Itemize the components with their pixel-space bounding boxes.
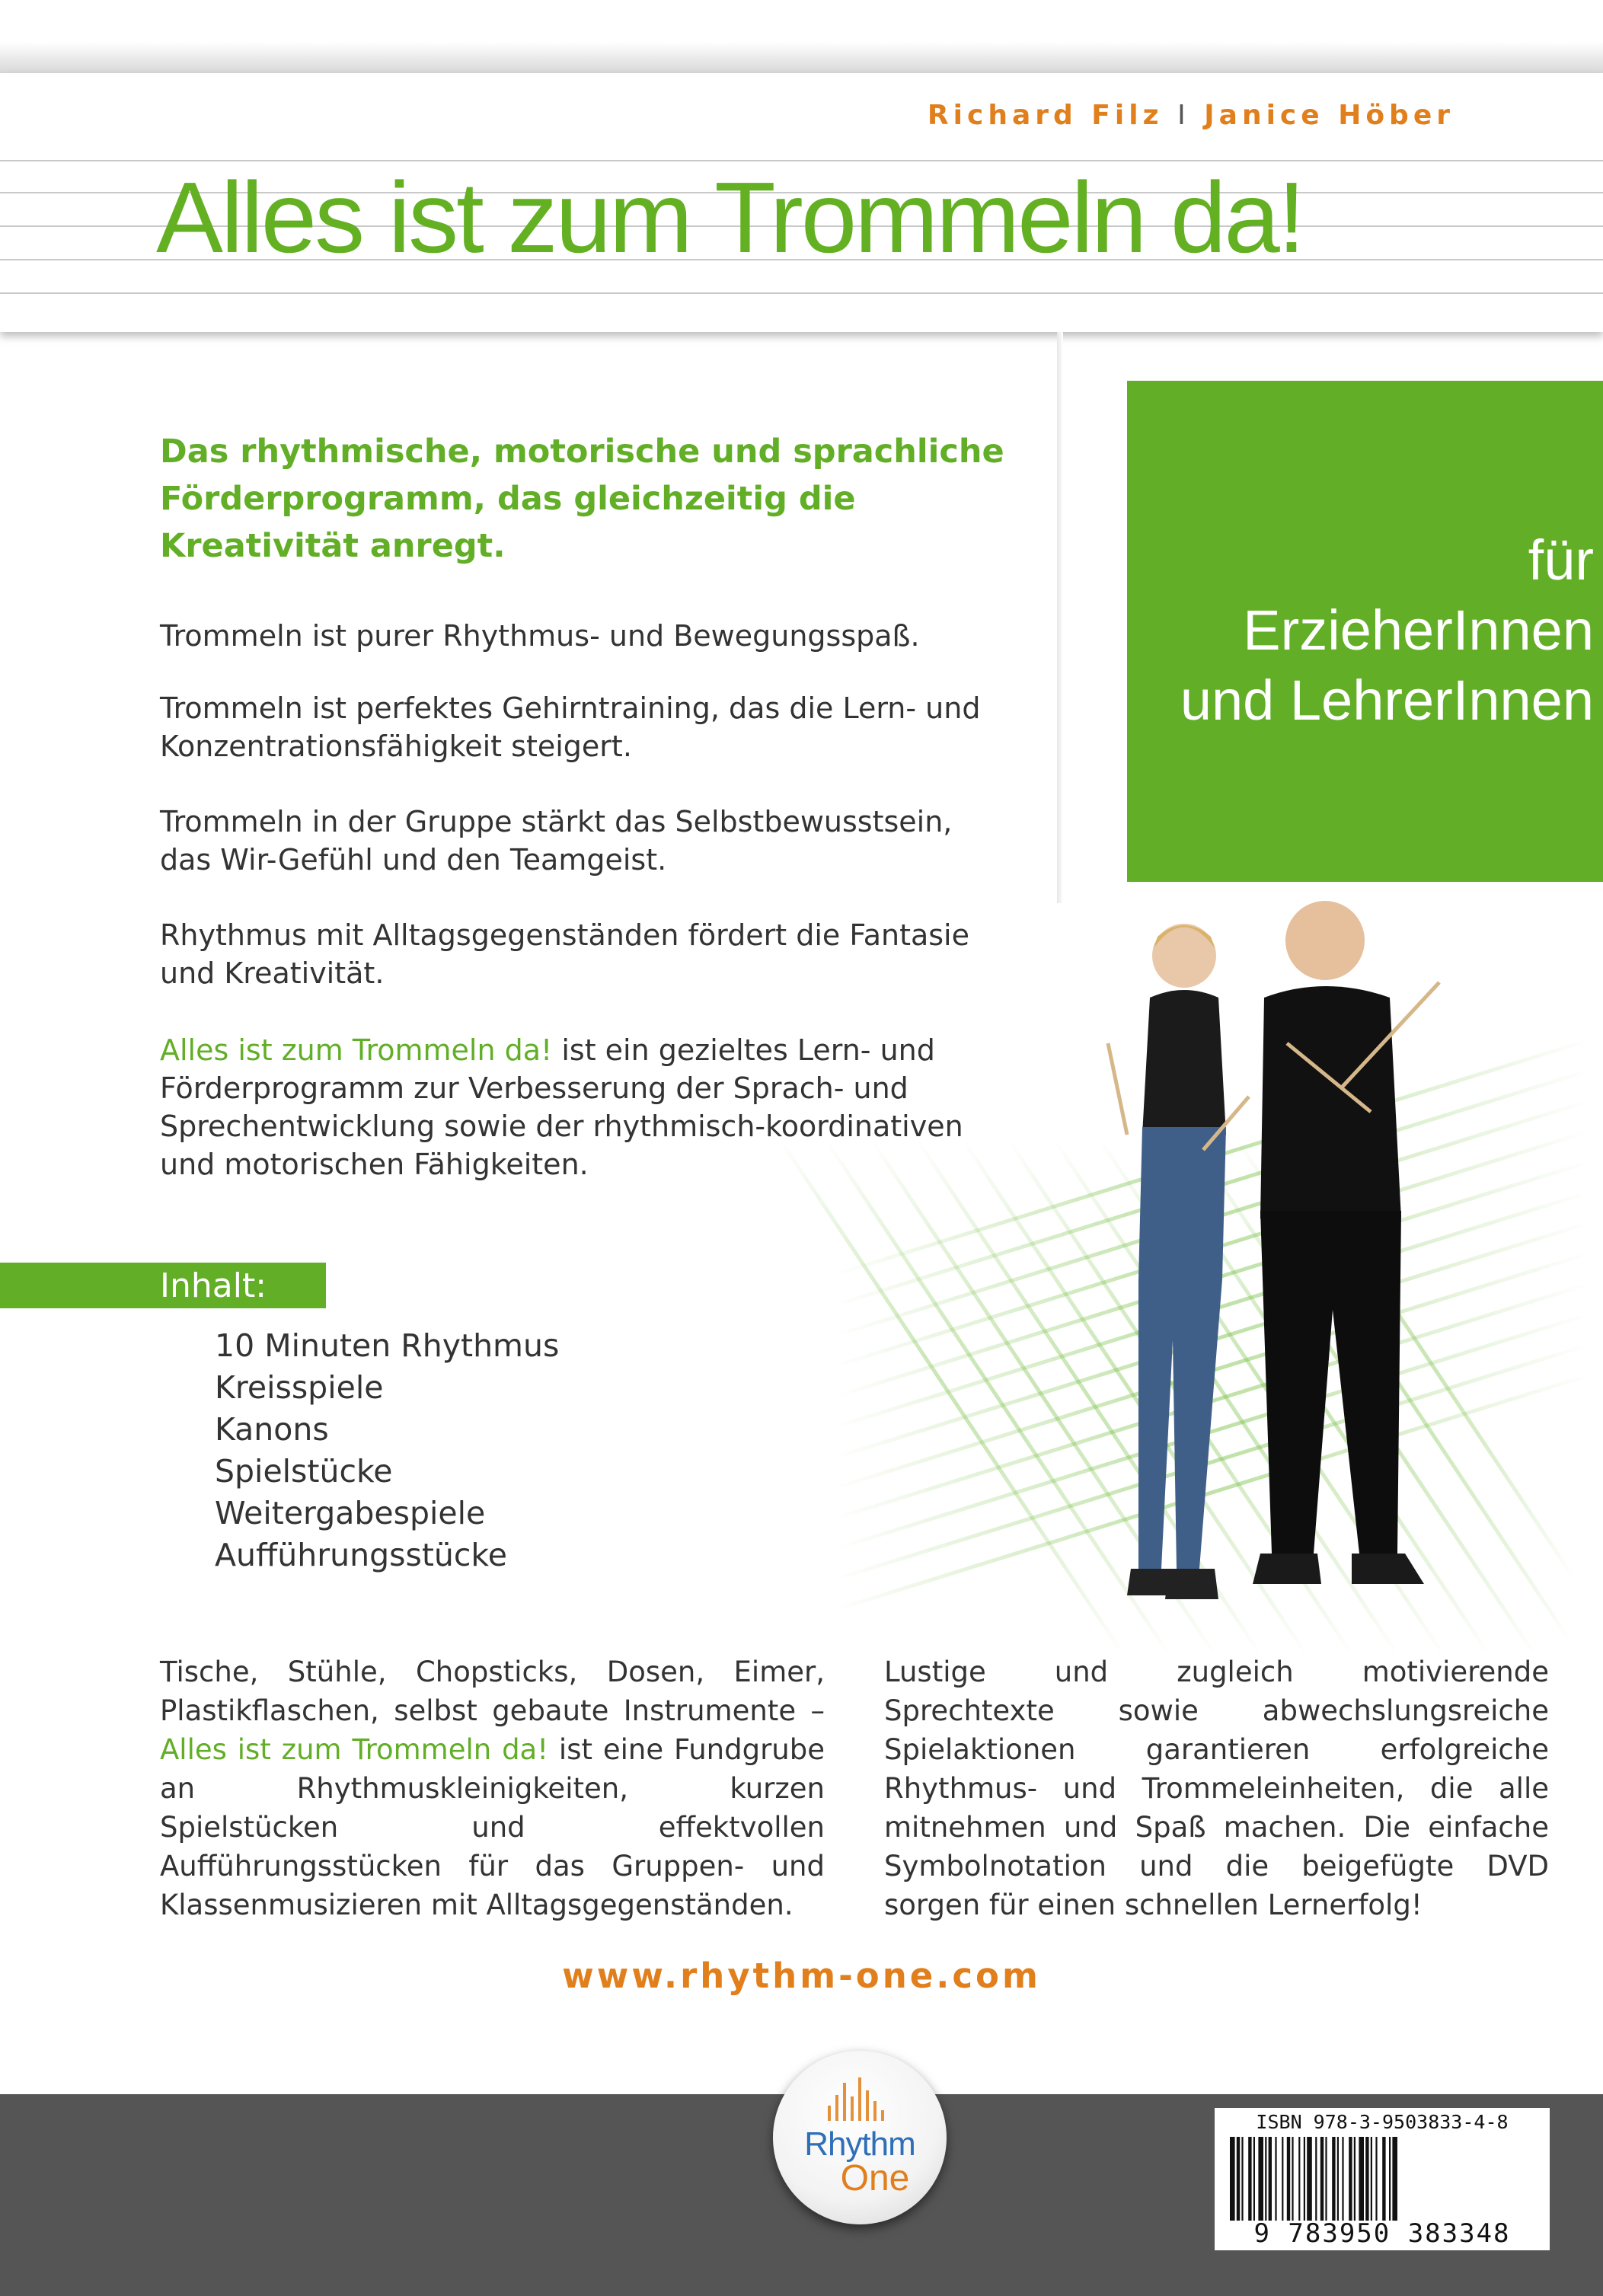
contents-item: Kreisspiele <box>215 1369 384 1406</box>
column-text: Tische, Stühle, Chopsticks, Dosen, Eimer, Plastikflaschen, selbst gebaute Instrumente – <box>160 1656 825 1727</box>
barcode-bar <box>1230 2137 1235 2221</box>
barcode-bar <box>1298 2137 1300 2221</box>
intro-paragraph-5 <box>160 1031 1020 1183</box>
paragraph-line: Trommeln in der Gruppe stärkt das Selbstbewusstsein, <box>160 805 953 838</box>
staff-line <box>0 292 1603 294</box>
paragraph-line: und Kreativität. <box>160 956 385 990</box>
barcode-bar <box>1241 2137 1243 2221</box>
barcode-bars <box>1230 2137 1534 2221</box>
barcode-bar <box>1365 2137 1368 2221</box>
barcode-bar <box>1332 2137 1335 2221</box>
paragraph-line: Trommeln ist purer Rhythmus- und Bewegungsspaß. <box>160 619 920 653</box>
barcode-bar <box>1315 2137 1317 2221</box>
paragraph-line: und motorischen Fähigkeiten. <box>160 1148 589 1181</box>
barcode-bar <box>1307 2137 1312 2221</box>
paragraph-line: Rhythmus mit Alltagsgegenständen fördert die Fantasie <box>160 918 969 952</box>
barcode-bar <box>1265 2137 1266 2221</box>
contents-list <box>215 1325 559 1576</box>
paragraph-line: Sprechentwicklung sowie der rhythmisch-koordinativen <box>160 1110 963 1143</box>
waveform-icon <box>773 2074 947 2127</box>
top-shadow <box>0 0 1603 76</box>
subtitle-line: Kreativität anregt. <box>160 527 506 565</box>
barcode-bar <box>1349 2137 1352 2221</box>
audience-line-1: für <box>1528 528 1594 592</box>
barcode-bar <box>1237 2137 1240 2221</box>
website-url[interactable]: www.rhythm-one.com <box>562 1956 1041 1996</box>
barcode-bar <box>1304 2137 1305 2221</box>
paragraph-line <box>160 1031 1020 1069</box>
contents-item: Kanons <box>215 1411 329 1448</box>
subtitle <box>160 428 1074 570</box>
barcode-bar <box>1337 2137 1339 2221</box>
barcode-bar <box>1258 2137 1263 2221</box>
intro-paragraph-4 <box>160 916 1020 992</box>
paragraph-line: Konzentrationsfähigkeit steigert. <box>160 730 632 763</box>
isbn-number: ISBN 978-3-9503833-4-8 <box>1256 2111 1509 2133</box>
authors <box>914 100 1455 131</box>
paragraph-line: Trommeln ist perfektes Gehirntraining, das die Lern- und <box>160 691 981 725</box>
barcode-bar <box>1359 2137 1364 2221</box>
barcode-bar <box>1375 2137 1377 2221</box>
author-separator: I <box>1177 100 1190 131</box>
paragraph-text: ist ein gezieltes Lern- und <box>552 1033 935 1067</box>
barcode-digits: 9 783950 383348 <box>1253 2218 1511 2249</box>
contents-label: Inhalt: <box>160 1266 267 1305</box>
logo-text-rhythm: Rhythm <box>804 2125 915 2163</box>
audience-text <box>1180 525 1594 736</box>
barcode-bar <box>1275 2137 1276 2221</box>
paragraph-line: das Wir-Gefühl und den Teamgeist. <box>160 843 667 877</box>
barcode-bar <box>1342 2137 1343 2221</box>
contents-item: Spielstücke <box>215 1453 393 1490</box>
barcode-bar <box>1392 2137 1397 2221</box>
column-divider <box>1057 332 1063 903</box>
author-1: Richard Filz <box>927 100 1164 131</box>
contents-item: 10 Minuten Rhythmus <box>215 1327 560 1364</box>
man-figure <box>1253 901 1439 1584</box>
contents-item: Weitergabespiele <box>215 1495 486 1531</box>
paragraph-line: Förderprogramm zur Verbesserung der Sprach- und <box>160 1071 908 1105</box>
isbn-barcode <box>1215 2108 1550 2250</box>
subtitle-line: Förderprogramm, das gleichzeitig die <box>160 480 856 518</box>
barcode-bar <box>1320 2137 1324 2221</box>
barcode-bar <box>1282 2137 1283 2221</box>
barcode-bar <box>1325 2137 1327 2221</box>
left-text-column <box>160 1653 825 1924</box>
audience-box <box>1127 381 1603 882</box>
barcode-bar <box>1389 2137 1391 2221</box>
barcode-bar <box>1287 2137 1290 2221</box>
woman-figure <box>1108 924 1249 1599</box>
title-highlight: Alles ist zum Trommeln da! <box>160 1733 549 1766</box>
title-highlight: Alles ist zum Trommeln da! <box>160 1033 553 1067</box>
contents-item: Aufführungsstücke <box>215 1537 507 1573</box>
rhythm-one-logo <box>773 2051 947 2224</box>
barcode-bar <box>1248 2137 1251 2221</box>
drummers-photo <box>1097 883 1493 1622</box>
barcode-bar <box>1371 2137 1372 2221</box>
subtitle-line: Das rhythmische, motorische und sprachliche <box>160 433 1004 471</box>
barcode-bar <box>1382 2137 1385 2221</box>
book-title: Alles ist zum Trommeln da! <box>156 161 1304 273</box>
barcode-bar <box>1269 2137 1272 2221</box>
barcode-bar <box>1354 2137 1356 2221</box>
audience-line-3: und LehrerInnen <box>1180 669 1594 732</box>
intro-paragraph-2 <box>160 689 1020 765</box>
right-text-column: Lustige und zugleich motivierende Sprechtexte sowie abwechslungsreiche Spielaktionen garantieren erfolgreiche Rhythmus- und Trommeleinheiten, die alle mitnehmen und Spaß machen. Die einfache Symbolnotation und die beigefügte DVD sorgen für einen schnellen Lernerfolg! <box>884 1656 1549 1921</box>
logo-text-one: One <box>840 2158 910 2199</box>
author-2: Janice Höber <box>1204 100 1455 131</box>
intro-paragraph-3 <box>160 803 1020 879</box>
column-text: ist eine Fundgrube an Rhythmuskleinigkeiten, kurzen Spielstücken und effektvollen Aufführungsstücken für das Gruppen- und Klassenmusizieren mit Alltagsgegenständen. <box>160 1733 825 1921</box>
barcode-bar <box>1253 2137 1255 2221</box>
intro-paragraph-1 <box>160 617 1020 655</box>
barcode-bar <box>1292 2137 1293 2221</box>
audience-line-2: ErzieherInnen <box>1243 599 1594 662</box>
